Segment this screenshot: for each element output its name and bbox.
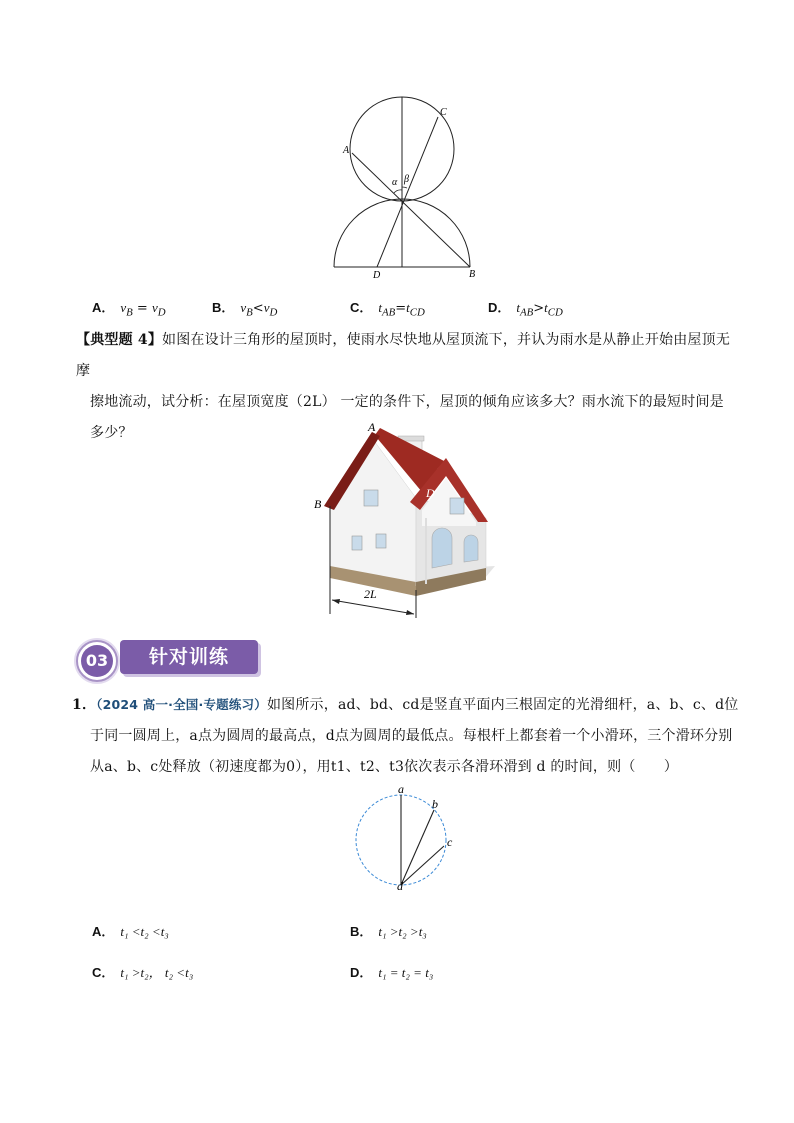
figure-circles-diagram [330,95,490,285]
label-A: A [343,145,350,156]
label-D: D [373,270,381,281]
section-title-box [120,640,258,674]
example4-line3: 多少？ [90,425,133,441]
problem1-paragraph [72,689,742,783]
label-house-B: B [314,497,322,511]
line-CD [377,117,438,267]
label-house-2L: 2L [364,587,377,601]
problem1-line3: 从a、b、c处释放（初速度都为0），用t1、t2、t3依次表示各滑环滑到 d 的时间，则（ ） [90,759,679,775]
option-2A[interactable]: A． t₁ <t₂ <t₃ [92,924,169,939]
window-upper-left [364,490,378,506]
line-AB [352,153,470,267]
section-number-badge [76,640,118,682]
dim-arrow-line [332,600,414,614]
problem1-line2: 于同一圆周上，a点为圆周的最高点，d点为圆周的最低点。每根杆上都套着一个小滑环，三个滑环分别 [90,728,733,744]
section-title: 针对训练 [148,646,229,668]
option-1C[interactable]: C． $t_{AB}=t_{CD}$ [350,300,425,319]
label-c: c [447,835,453,849]
window-arched-1 [432,528,452,568]
figure-circle-chords [352,784,462,890]
label-d: d [397,879,403,890]
option-1D[interactable]: D． $t_{AB}>t_{CD}$ [488,300,563,319]
option-1A[interactable]: A． $v_B = v_D$ [92,300,166,319]
label-house-A: A [368,420,376,434]
window-arched-2 [464,535,478,562]
label-house-D: D [426,486,435,500]
option-2C[interactable]: C． t₁ >t₂， t₂ <t₃ [92,965,194,980]
window-dormer [450,498,464,514]
problem1-line1: 1．（2024 高一·全国·专题练习）如图所示，ad、bd、cd是竖直平面内三根固定的光滑细杆，a、b、c、d位 [72,697,739,713]
figure-house [310,418,510,624]
rod-bd [401,810,434,885]
example4-line1: 【典型题 4】如图在设计三角形的屋顶时，使雨水尽快地从屋顶流下，并认为雨水是从静止开始由屋顶无摩 [76,332,731,379]
angle-beta-arc [402,187,407,188]
label-a: a [398,784,404,796]
option-2D[interactable]: D． t₁ = t₂ = t₃ [350,965,434,980]
section-number: 03 [85,651,109,670]
label-b: b [432,797,438,811]
label-C: C [440,107,447,118]
option-2B[interactable]: B． t₁ >t₂ >t₃ [350,924,427,939]
option-1B[interactable]: B． $v_B<v_D$ [212,300,278,319]
window-lower-mid [376,534,386,548]
window-lower-left [352,536,362,550]
label-B: B [469,269,476,280]
section-banner [76,636,262,680]
example4-line2: 擦地流动，试分析：在屋顶宽度（2L） 一定的条件下，屋顶的倾角应该多大？雨水流下的最短时间是 [90,394,724,410]
label-beta: β [404,174,409,185]
angle-alpha-arc [394,190,402,193]
label-alpha: α [392,177,398,188]
